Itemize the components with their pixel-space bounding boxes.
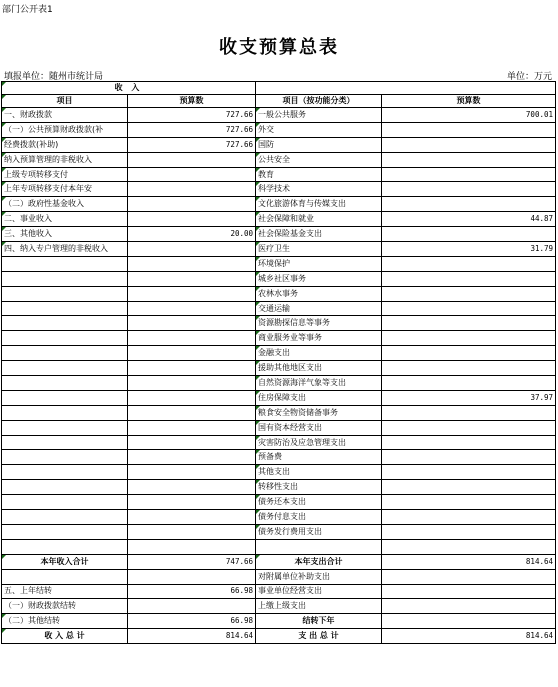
income-item-cell: [2, 510, 128, 525]
income-item-cell-text: 三、其他收入: [4, 229, 52, 239]
table-row: [2, 242, 556, 257]
income-section-header: 收 入: [2, 82, 256, 95]
income-item-cell-text: 本年收入合计: [40, 556, 89, 566]
expense-amount-cell-text: 814.64: [525, 556, 554, 566]
income-item-cell: [2, 584, 128, 599]
expense-item-cell: [256, 316, 382, 331]
income-item-cell-text: （二）其他结转: [4, 616, 60, 626]
expense-item-cell: [256, 599, 382, 614]
income-item-cell: [2, 271, 128, 286]
income-amount-cell: [128, 480, 256, 495]
income-amount-cell-text: 727.66: [225, 124, 254, 134]
income-item-cell: [2, 480, 128, 495]
expense-item-cell: [256, 197, 382, 212]
income-item-cell: [2, 152, 128, 167]
table-row: [2, 614, 556, 629]
income-amount-cell: [128, 167, 256, 182]
budget-rows: [2, 108, 556, 644]
income-item-cell: [2, 420, 128, 435]
income-item-cell: [2, 450, 128, 465]
income-item-cell: [2, 242, 128, 257]
income-amount-cell: [128, 242, 256, 257]
expense-item-cell-text: 外交: [258, 124, 275, 134]
expense-item-cell-text: 粮食安全物资储备事务: [258, 407, 339, 417]
table-row: [2, 346, 556, 361]
expense-amount-cell: [382, 108, 556, 123]
table-row: [2, 390, 556, 405]
expense-amount-cell: [382, 256, 556, 271]
table-row: [2, 122, 556, 137]
income-amount-cell: [128, 524, 256, 539]
income-amount-cell: [128, 122, 256, 137]
expense-amount-cell: [382, 137, 556, 152]
expense-item-cell-text: 资源勘探信息等事务: [258, 318, 331, 328]
expense-item-cell-text: 援助其他地区支出: [258, 363, 323, 373]
expense-amount-cell-text: 814.64: [525, 631, 554, 641]
expense-item-cell: [256, 212, 382, 227]
income-amount-cell: [128, 390, 256, 405]
expense-item-cell-text: 住房保障支出: [258, 392, 307, 402]
income-item-cell-text: （二）政府性基金收入: [4, 199, 84, 209]
currency-unit: 单位：万元: [506, 72, 552, 82]
income-amount-cell-text: 727.66: [225, 139, 254, 149]
table-row: [2, 480, 556, 495]
income-amount-cell: [128, 450, 256, 465]
income-amount-cell: [128, 197, 256, 212]
section-header-row: [2, 82, 556, 95]
corner-label: 部门公开表1: [2, 5, 53, 15]
income-amount-cell: [128, 405, 256, 420]
expense-amount-cell-text: 44.87: [530, 214, 554, 224]
expense-amount-cell: [382, 242, 556, 257]
table-row: [2, 435, 556, 450]
expense-item-cell: [256, 390, 382, 405]
income-amount-cell-text: 727.66: [225, 109, 254, 119]
expense-item-cell-text: 交通运输: [258, 303, 291, 313]
income-item-cell: [2, 108, 128, 123]
table-row: [2, 524, 556, 539]
table-row: [2, 420, 556, 435]
table-row: [2, 167, 556, 182]
income-amount-cell: [128, 510, 256, 525]
expense-amount-cell: [382, 346, 556, 361]
income-item-cell: [2, 495, 128, 510]
table-row: [2, 316, 556, 331]
expense-item-cell: [256, 495, 382, 510]
table-row: [2, 197, 556, 212]
income-item-cell: [2, 346, 128, 361]
income-item-cell: [2, 182, 128, 197]
table-row: [2, 301, 556, 316]
expense-item-cell: [256, 569, 382, 584]
income-amount-cell: [128, 376, 256, 391]
expense-item-cell: [256, 376, 382, 391]
expense-item-cell: [256, 554, 382, 569]
expense-amount-cell: [382, 361, 556, 376]
expense-item-cell-text: 灾害防治及应急管理支出: [258, 437, 347, 447]
table-row: [2, 137, 556, 152]
income-item-cell: [2, 554, 128, 569]
income-item-cell: [2, 137, 128, 152]
income-item-cell: [2, 614, 128, 629]
expense-item-cell-text: 商业服务业等事务: [258, 333, 323, 343]
expense-item-cell: [256, 301, 382, 316]
table-row: [2, 227, 556, 242]
income-amount-cell: [128, 256, 256, 271]
expense-item-cell-text: 环境保护: [258, 258, 291, 268]
income-item-cell-text: 收 入 总 计: [44, 631, 85, 641]
expense-item-cell-text: 预备费: [258, 452, 283, 462]
expense-item-cell-text: 国有资本经营支出: [258, 422, 323, 432]
table-row: [2, 271, 556, 286]
income-item-cell-text: 经费拨款(补助): [4, 139, 59, 149]
income-item-cell: [2, 301, 128, 316]
expense-item-cell: [256, 271, 382, 286]
income-item-cell: [2, 390, 128, 405]
table-row: [2, 212, 556, 227]
expense-amount-cell: [382, 465, 556, 480]
expense-amount-cell: [382, 510, 556, 525]
expense-amount-cell: [382, 599, 556, 614]
expense-item-cell: [256, 182, 382, 197]
table-row: [2, 152, 556, 167]
expense-item-cell-text: 债务付息支出: [258, 511, 307, 521]
income-amount-header: 预算数: [128, 95, 256, 108]
expense-item-cell: [256, 539, 382, 554]
expense-item-cell-text: 国防: [258, 139, 275, 149]
expense-amount-cell: [382, 212, 556, 227]
expense-item-cell-text: 社会保险基金支出: [258, 229, 323, 239]
expense-amount-cell-text: 31.79: [530, 243, 554, 253]
expense-amount-cell: [382, 569, 556, 584]
expense-item-cell: [256, 405, 382, 420]
expense-amount-cell: [382, 301, 556, 316]
table-row: [2, 495, 556, 510]
income-item-cell-text: 四、纳入专户管理的非税收入: [4, 243, 108, 253]
expense-item-cell-text: 城乡社区事务: [258, 273, 307, 283]
table-row: [2, 539, 556, 554]
expense-item-cell-text: 公共安全: [258, 154, 291, 164]
expense-item-cell-text: 文化旅游体育与传媒支出: [258, 199, 347, 209]
expense-amount-cell: [382, 629, 556, 644]
expense-item-cell-text: 农林水事务: [258, 288, 299, 298]
expense-item-cell: [256, 137, 382, 152]
expense-amount-cell: [382, 390, 556, 405]
income-amount-cell: [128, 629, 256, 644]
income-amount-cell-text: 20.00: [230, 229, 254, 239]
expense-item-cell: [256, 346, 382, 361]
income-amount-cell-text: 66.98: [230, 586, 254, 596]
table-row: [2, 569, 556, 584]
expense-item-cell: [256, 629, 382, 644]
expense-amount-cell: [382, 450, 556, 465]
income-amount-cell: [128, 495, 256, 510]
expense-amount-header: 预算数: [382, 95, 556, 108]
income-item-cell: [2, 405, 128, 420]
income-item-cell: [2, 361, 128, 376]
expense-item-cell: [256, 122, 382, 137]
expense-item-cell-text: 教育: [258, 169, 275, 179]
income-amount-cell: [128, 301, 256, 316]
expense-item-cell-text: 社会保障和就业: [258, 214, 315, 224]
expense-item-cell: [256, 524, 382, 539]
income-amount-cell: [128, 599, 256, 614]
income-amount-cell: [128, 286, 256, 301]
income-item-cell: [2, 212, 128, 227]
income-item-header: 项目: [2, 95, 128, 108]
income-item-cell: [2, 167, 128, 182]
expense-item-cell: [256, 167, 382, 182]
expense-item-cell-text: 事业单位经营支出: [258, 586, 323, 596]
expense-amount-cell-text: 700.01: [525, 109, 554, 119]
income-item-cell-text: （一）公共预算财政拨款(补: [4, 124, 104, 134]
income-item-cell: [2, 599, 128, 614]
expense-item-cell: [256, 227, 382, 242]
income-amount-cell: [128, 361, 256, 376]
income-item-cell: [2, 629, 128, 644]
expense-item-cell-text: 债务还本支出: [258, 497, 307, 507]
expense-amount-cell: [382, 614, 556, 629]
income-item-cell-text: 上年专项转移支付本年安: [4, 184, 92, 194]
reporting-unit: 填报单位：随州市统计局: [4, 72, 104, 82]
expense-amount-cell: [382, 182, 556, 197]
expense-item-cell: [256, 435, 382, 450]
expense-item-cell-text: 债务发行费用支出: [258, 526, 323, 536]
expense-amount-cell-text: 37.97: [530, 392, 554, 402]
income-item-cell: [2, 331, 128, 346]
expense-amount-cell: [382, 405, 556, 420]
income-amount-cell-text: 747.66: [225, 556, 254, 566]
table-row: [2, 376, 556, 391]
table-row: [2, 465, 556, 480]
income-item-cell: [2, 122, 128, 137]
expense-amount-cell: [382, 376, 556, 391]
expense-item-cell-text: 支 出 总 计: [298, 631, 339, 641]
expense-amount-cell: [382, 495, 556, 510]
income-amount-cell: [128, 331, 256, 346]
income-item-cell: [2, 256, 128, 271]
table-row: [2, 584, 556, 599]
expense-amount-cell: [382, 420, 556, 435]
income-amount-cell: [128, 420, 256, 435]
income-item-cell: [2, 465, 128, 480]
table-row: [2, 256, 556, 271]
table-row: [2, 108, 556, 123]
expense-item-cell-text: 自然资源海洋气象等支出: [258, 377, 347, 387]
expense-amount-cell: [382, 167, 556, 182]
expense-amount-cell: [382, 554, 556, 569]
income-amount-cell: [128, 108, 256, 123]
expense-item-cell: [256, 465, 382, 480]
column-header-row: [2, 95, 556, 108]
income-amount-cell-text: 66.98: [230, 616, 254, 626]
income-amount-cell: [128, 152, 256, 167]
page-title: 收支预算总表: [219, 37, 339, 58]
expense-item-cell-text: 一般公共服务: [258, 109, 307, 119]
expense-amount-cell: [382, 316, 556, 331]
expense-amount-cell: [382, 480, 556, 495]
table-row: [2, 405, 556, 420]
table-row: [2, 331, 556, 346]
expense-item-cell: [256, 108, 382, 123]
expense-item-cell: [256, 331, 382, 346]
income-amount-cell: [128, 227, 256, 242]
income-amount-cell: [128, 212, 256, 227]
expense-amount-cell: [382, 286, 556, 301]
expense-item-cell-text: 科学技术: [258, 184, 291, 194]
table-row: [2, 629, 556, 644]
income-item-cell: [2, 524, 128, 539]
income-item-cell-text: 五、上年结转: [4, 586, 52, 596]
income-amount-cell: [128, 137, 256, 152]
income-amount-cell: [128, 271, 256, 286]
table-row: [2, 450, 556, 465]
income-amount-cell: [128, 435, 256, 450]
expense-item-cell-text: 转移性支出: [258, 482, 299, 492]
table-row: [2, 361, 556, 376]
income-item-cell: [2, 227, 128, 242]
expense-amount-cell: [382, 122, 556, 137]
expense-item-cell-text: 其他支出: [258, 467, 291, 477]
expense-amount-cell: [382, 227, 556, 242]
income-item-cell: [2, 539, 128, 554]
expense-amount-cell: [382, 331, 556, 346]
income-item-cell: [2, 316, 128, 331]
table-row: [2, 182, 556, 197]
income-item-cell-text: 二、事业收入: [4, 214, 52, 224]
table-row: [2, 286, 556, 301]
expense-item-cell: [256, 256, 382, 271]
expense-item-cell: [256, 286, 382, 301]
expense-item-cell: [256, 480, 382, 495]
expense-amount-cell: [382, 539, 556, 554]
table-row: [2, 510, 556, 525]
table-row: [2, 554, 556, 569]
income-amount-cell: [128, 554, 256, 569]
income-item-cell: [2, 376, 128, 391]
income-amount-cell-text: 814.64: [225, 631, 254, 641]
expense-amount-cell: [382, 152, 556, 167]
budget-table: [1, 81, 556, 644]
income-amount-cell: [128, 346, 256, 361]
expense-item-cell-text: 结转下年: [302, 616, 335, 626]
income-amount-cell: [128, 182, 256, 197]
income-item-cell: [2, 435, 128, 450]
expense-amount-cell: [382, 524, 556, 539]
expense-item-cell-text: 医疗卫生: [258, 243, 291, 253]
income-item-cell-text: （一）财政拨款结转: [4, 601, 76, 611]
income-amount-cell: [128, 539, 256, 554]
expense-item-cell: [256, 584, 382, 599]
expense-item-header: 项目（按功能分类）: [256, 95, 382, 108]
income-item-cell-text: 一、财政拨款: [4, 109, 52, 119]
expense-item-cell-text: 对附属单位补助支出: [258, 571, 331, 581]
expense-item-cell: [256, 614, 382, 629]
expense-item-cell: [256, 242, 382, 257]
income-item-cell: [2, 197, 128, 212]
income-item-cell-text: 纳入预算管理的非税收入: [4, 154, 92, 164]
expense-amount-cell: [382, 435, 556, 450]
income-amount-cell: [128, 614, 256, 629]
expense-amount-cell: [382, 271, 556, 286]
expense-item-cell: [256, 361, 382, 376]
expense-item-cell-text: 金融支出: [258, 348, 291, 358]
expense-item-cell: [256, 420, 382, 435]
expense-item-cell-text: 上缴上级支出: [258, 601, 307, 611]
expense-section-header: [256, 82, 556, 95]
expense-amount-cell: [382, 197, 556, 212]
table-row: [2, 599, 556, 614]
expense-amount-cell: [382, 584, 556, 599]
income-amount-cell: [128, 584, 256, 599]
expense-item-cell: [256, 152, 382, 167]
expense-item-cell: [256, 510, 382, 525]
income-amount-cell: [128, 465, 256, 480]
expense-item-cell: [256, 450, 382, 465]
expense-item-cell-text: 本年支出合计: [294, 556, 343, 566]
income-item-cell: [2, 569, 128, 584]
income-amount-cell: [128, 316, 256, 331]
income-amount-cell: [128, 569, 256, 584]
income-item-cell-text: 上级专项转移支付: [4, 169, 68, 179]
income-item-cell: [2, 286, 128, 301]
